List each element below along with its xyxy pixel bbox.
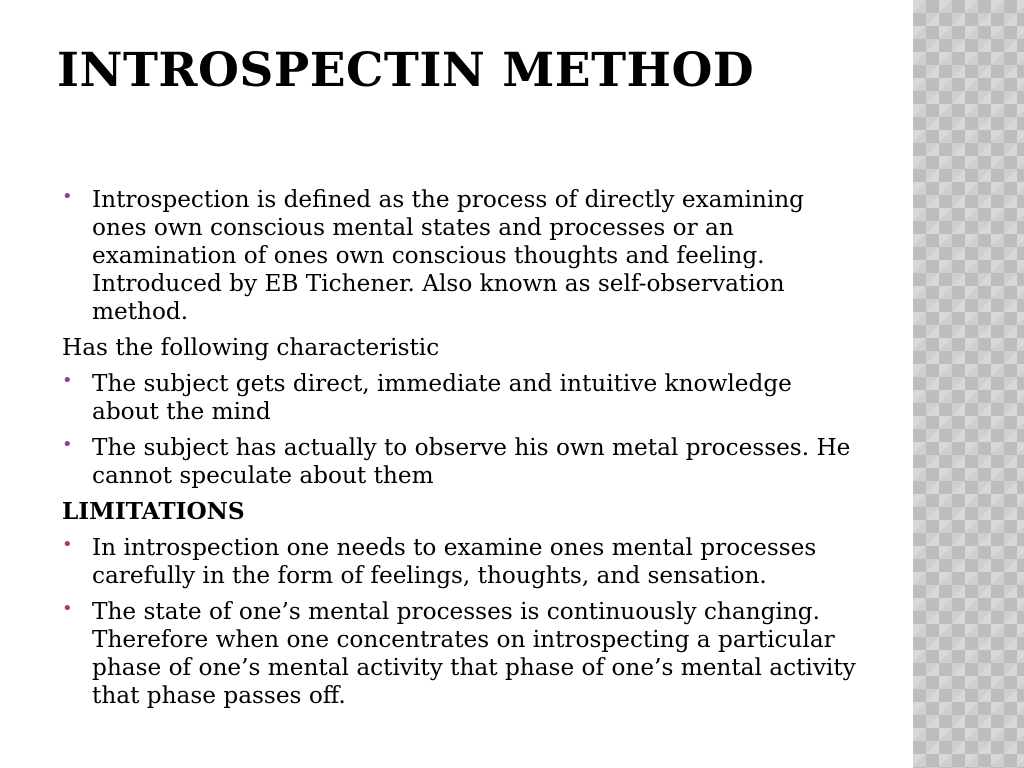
bullet-item-definition [62, 186, 862, 326]
bullet-item-observe [62, 434, 862, 490]
bullet-text: The subject has actually to observe his own metal processes. He cannot speculate about them [92, 434, 851, 489]
bullet-item-changing-state [62, 598, 862, 710]
bullet-dot-icon: • [62, 186, 73, 207]
decorative-side-panel [913, 0, 1024, 768]
bullet-text: Introspection is defined as the process of directly examining ones own conscious mental states and processes or an examination of ones own conscious thoughts and feeling. Introduced by EB Tichener. Also known as self-observation method. [92, 186, 805, 325]
bullet-text: In introspection one needs to examine ones mental processes carefully in the form of feelings, thoughts, and sensation. [92, 534, 817, 589]
bullet-dot-icon: • [62, 434, 73, 455]
slide-body [62, 186, 862, 718]
bullet-dot-icon: • [62, 598, 73, 619]
characteristic-intro: Has the following characteristic [62, 334, 440, 361]
bullet-dot-icon: • [62, 534, 73, 555]
bullet-text: The subject gets direct, immediate and intuitive knowledge about the mind [92, 370, 792, 425]
bullet-item-direct-knowledge [62, 370, 862, 426]
slide-title: INTROSPECTIN METHOD [57, 43, 755, 98]
limitations-heading: LIMITATIONS [62, 498, 245, 525]
bullet-dot-icon: • [62, 370, 73, 391]
bullet-item-examine [62, 534, 862, 590]
bullet-text: The state of one’s mental processes is continuously changing. Therefore when one concentrates on introspecting a particular phase of one’s mental activity that phase of one’s mental activity that phase passes off. [92, 598, 856, 709]
